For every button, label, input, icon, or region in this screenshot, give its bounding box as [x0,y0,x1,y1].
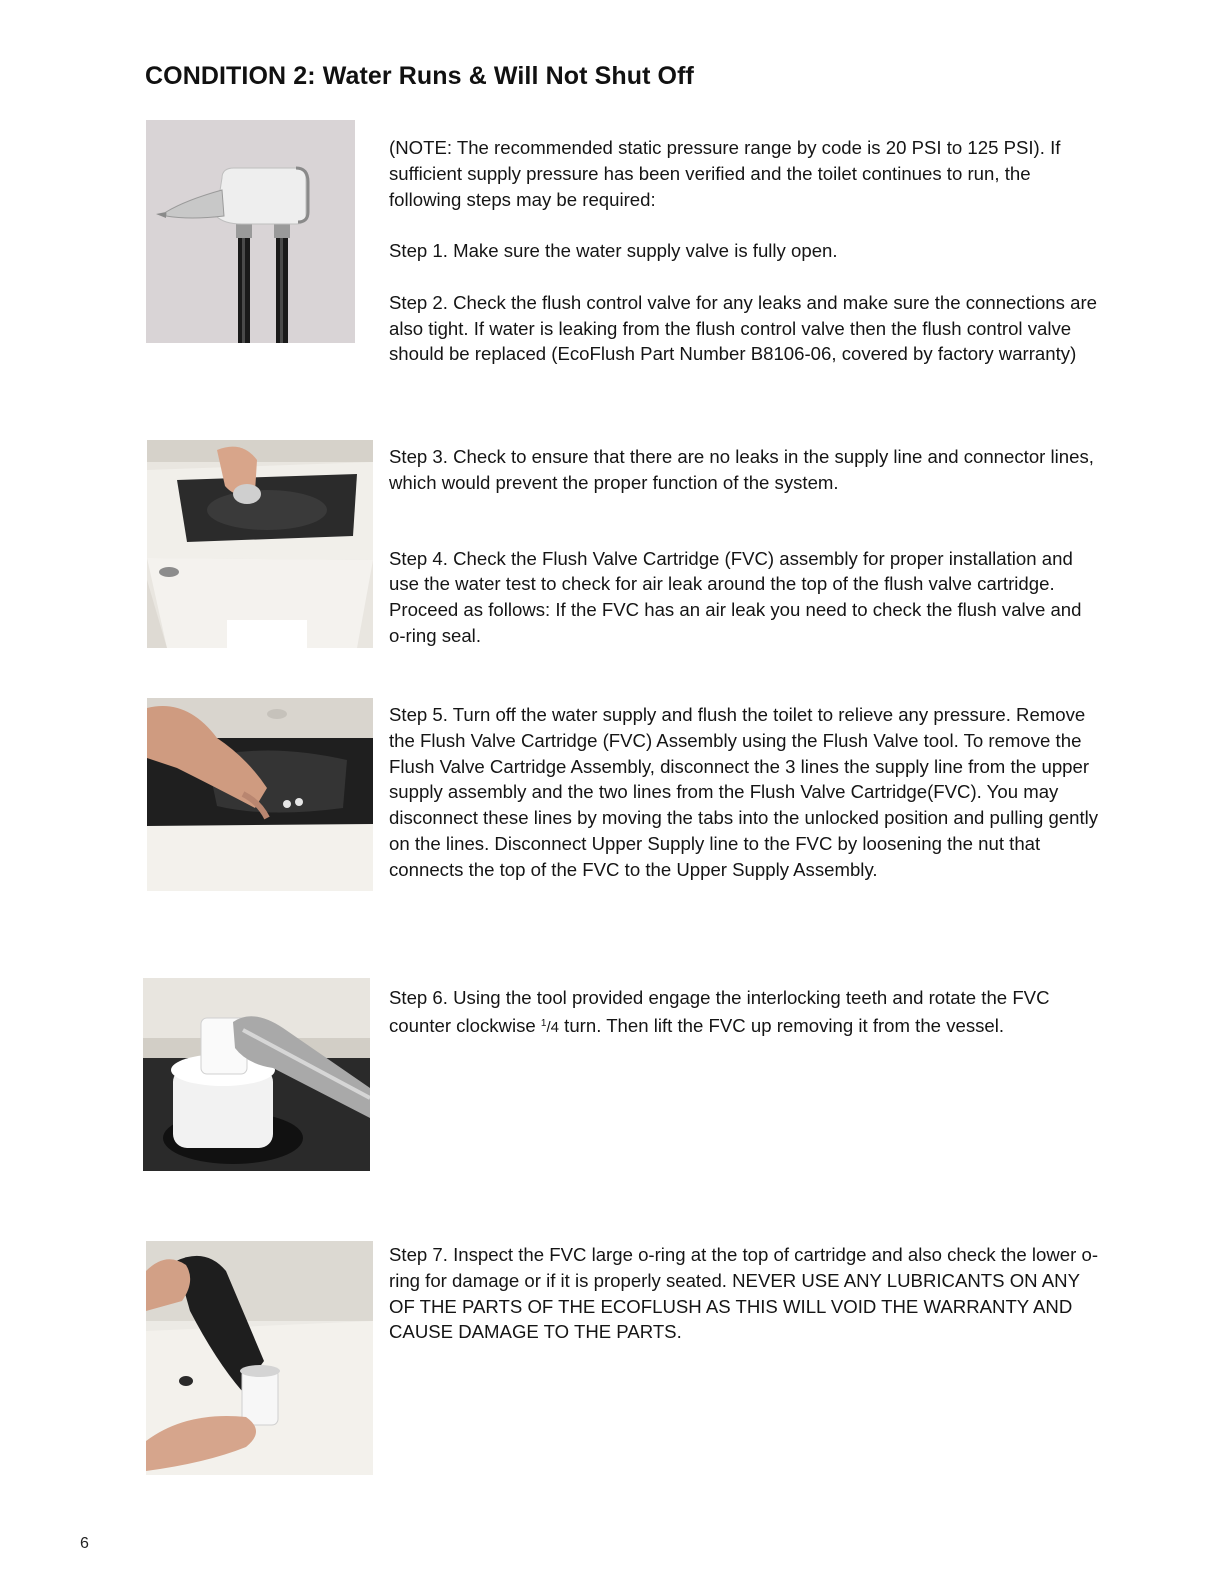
disconnect-lines-photo [147,698,373,891]
step-5-text: Step 5. Turn off the water supply and flush the toilet to relieve any pressure. Remove the Flush Valve Cartridge (FVC) Assembly using the Flush Valve tool. To remove the Flush Valve Cartridge Assembly, disconnect the 3 lines the supply line from the upper supply assembly and the two lines from the Flush Valve Cartridge(FVC). You may disconnect these lines by moving the tabs into the unlocked position and pulling gently on the lines. Disconnect Upper Supply line to the FVC by loosening the nut that connects the top of the FVC to the Upper Supply Assembly. [389,704,1099,880]
step-4-text: Step 4. Check the Flush Valve Cartridge (FVC) assembly for proper installation and use the water test to check for air leak around the top of the flush valve cartridge. Proceed as follows: If the FVC has an air leak you need to check the flush valve and o-ring seal. [389,547,1082,646]
fraction-denominator: /4 [546,1018,559,1036]
step-6-text-end: turn. Then lift the FVC up removing it from the vessel. [559,1014,1005,1036]
step-group-3 [389,702,1101,883]
step-group-2 [389,444,1101,649]
step-7-text: Step 7. Inspect the FVC large o-ring at the top of cartridge and also check the lower o-ring for damage or if it is properly seated. NEVER USE ANY LUBRICANTS ON ANY OF THE PARTS OF THE ECOFLUSH AS THIS WILL VOID THE WARRANTY AND CAUSE DAMAGE TO THE PARTS. [389,1244,1099,1343]
step-3-text: Step 3. Check to ensure that there are no leaks in the supply line and connector lines, which would prevent the proper function of the system. [389,446,1094,493]
page-title: CONDITION 2: Water Runs & Will Not Shut Off [145,62,694,90]
pressure-note: (NOTE: The recommended static pressure range by code is 20 PSI to 125 PSI). If sufficient supply pressure has been verified and the toilet continues to run, the following steps may be required: [389,137,1061,210]
page-number: 6 [80,1535,89,1552]
step-1-text: Step 1. Make sure the water supply valve is fully open. [389,240,838,262]
step-2-text: Step 2. Check the flush control valve for any leaks and make sure the connections are also tight. If water is leaking from the flush control valve then the flush control valve should be replaced (EcoFlush Part Number B8106-06, covered by factory warranty) [389,291,1097,365]
oring-inspection-photo [146,1241,373,1475]
step-6-text [389,985,1101,1041]
tank-inspection-photo [147,440,373,648]
step-group-1 [389,135,1101,367]
step-group-4 [389,985,1101,1041]
step-group-5 [389,1242,1101,1345]
step-6-text-start: Step 6. Using the tool provided engage the interlocking teeth and rotate the FVC counter clockwise [389,987,1050,1036]
flush-control-valve-photo [146,120,355,343]
fraction-numerator: 1 [540,1017,547,1029]
fvc-wrench-photo [143,978,370,1171]
